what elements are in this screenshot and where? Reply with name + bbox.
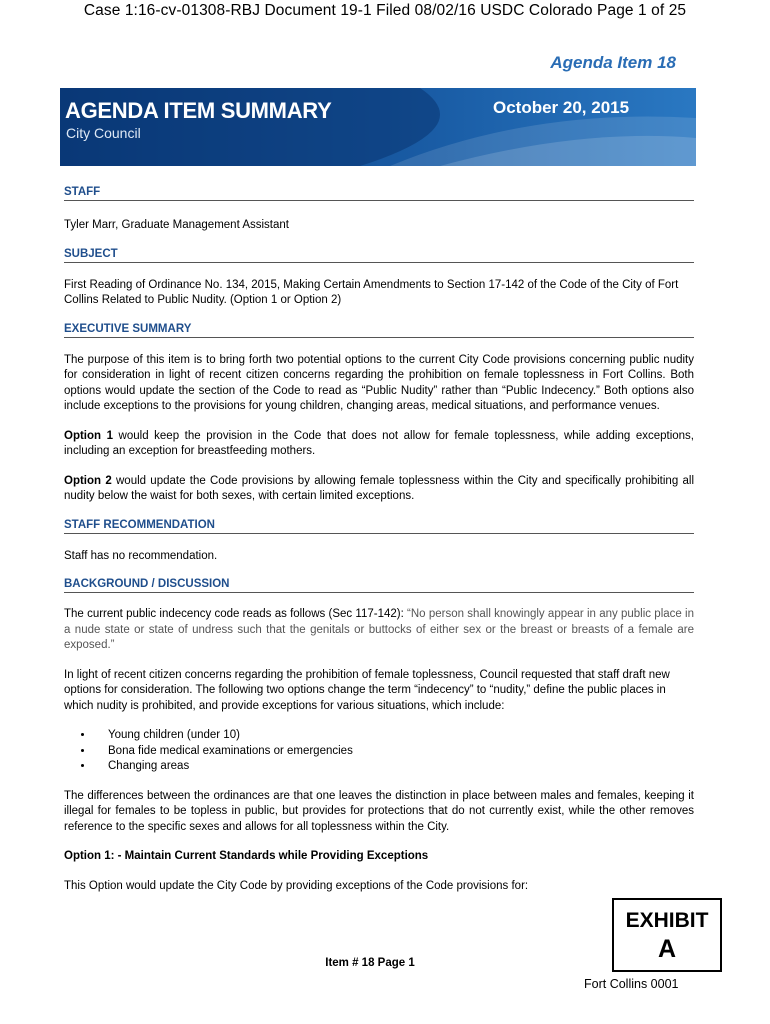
- background-paragraph-1: [64, 607, 694, 654]
- code-quote: “No person shall knowingly appear in any public place in a nude state or state of undress such that the genitals or buttocks of either sex or the breast or breasts of a female are exposed.”: [64, 608, 694, 651]
- option1-description: This Option would update the City Code by providing exceptions of the Code provisions for:: [64, 879, 529, 892]
- staff-recommendation-text: Staff has no recommendation.: [64, 549, 218, 562]
- executive-summary-heading: EXECUTIVE SUMMARY: [64, 323, 694, 338]
- agenda-banner: [60, 88, 696, 166]
- banner-date: October 20, 2015: [493, 98, 630, 117]
- document-content: [64, 180, 694, 894]
- bates-number: Fort Collins 0001: [584, 977, 679, 991]
- option2-text: would update the Code provisions by allowing female toplessness within the City and specifically prohibiting all nudity below the waist for both sexes, with certain limited exceptions.: [64, 474, 694, 502]
- option1-heading: Option 1: - Maintain Current Standards while Providing Exceptions: [64, 850, 429, 862]
- subject-heading: SUBJECT: [64, 248, 694, 263]
- exhibit-letter: A: [657, 935, 677, 963]
- background-heading: BACKGROUND / DISCUSSION: [64, 578, 694, 593]
- exhibit-label: EXHIBIT: [625, 909, 709, 932]
- list-item: • Young children (under 10): [94, 728, 694, 744]
- page-footer: Item # 18 Page 1: [325, 957, 415, 969]
- option2-label: Option 2: [64, 474, 112, 487]
- banner-subtitle: City Council: [66, 125, 141, 141]
- executive-summary-paragraph: The purpose of this item is to bring forth two potential options to the current City Code provisions concerning public nudity for consideration in light of recent citizen concerns regarding the prohibition on female toplessness in Fort Collins. Both options would update the section of the Code to read as “Public Nudity” rather than “Public Indecency.” Both options also include exceptions to the provisions for young children, changing areas, medical situations, and performance venues.: [64, 353, 694, 412]
- background-paragraph-2: In light of recent citizen concerns regarding the prohibition of female toplessness, Council requested that staff draft new options for consideration. The following two options change the term “indecency” to “nudity,” define the public places in which nudity is prohibited, and provide exceptions for various situations, which include:: [64, 668, 670, 712]
- subject-text: First Reading of Ordinance No. 134, 2015, Making Certain Amendments to Section 17-142 of the Code of the City of Fort Collins Related to Public Nudity. (Option 1 or Option 2): [64, 278, 679, 306]
- agenda-item-label: Agenda Item 18: [550, 53, 676, 72]
- background-lead: The current public indecency code reads as follows (Sec 117-142):: [64, 608, 408, 620]
- staff-text: Tyler Marr, Graduate Management Assistant: [64, 219, 289, 231]
- option2-summary: [64, 474, 694, 505]
- case-header: Case 1:16-cv-01308-RBJ Document 19-1 Filed 08/02/16 USDC Colorado Page 1 of 25: [83, 2, 687, 19]
- option1-text: would keep the provision in the Code that does not allow for female toplessness, while adding exceptions, including an exception for breastfeeding mothers.: [64, 429, 694, 457]
- list-item: • Bona fide medical examinations or emergencies: [94, 744, 694, 760]
- list-item: • Changing areas: [94, 759, 694, 775]
- exceptions-list: [64, 728, 694, 775]
- option1-label: Option 1: [64, 429, 113, 442]
- background-paragraph-3: The differences between the ordinances are that one leaves the distinction in place between males and females, keeping it illegal for females to be topless in public, but provides for protections that do not currently exist, while the other removes reference to the specific sexes and allows for all toplessness within the City.: [64, 789, 694, 833]
- option1-summary: [64, 429, 694, 460]
- banner-title: AGENDA ITEM SUMMARY: [65, 98, 332, 123]
- staff-heading: STAFF: [64, 186, 694, 201]
- staff-recommendation-heading: STAFF RECOMMENDATION: [64, 519, 694, 534]
